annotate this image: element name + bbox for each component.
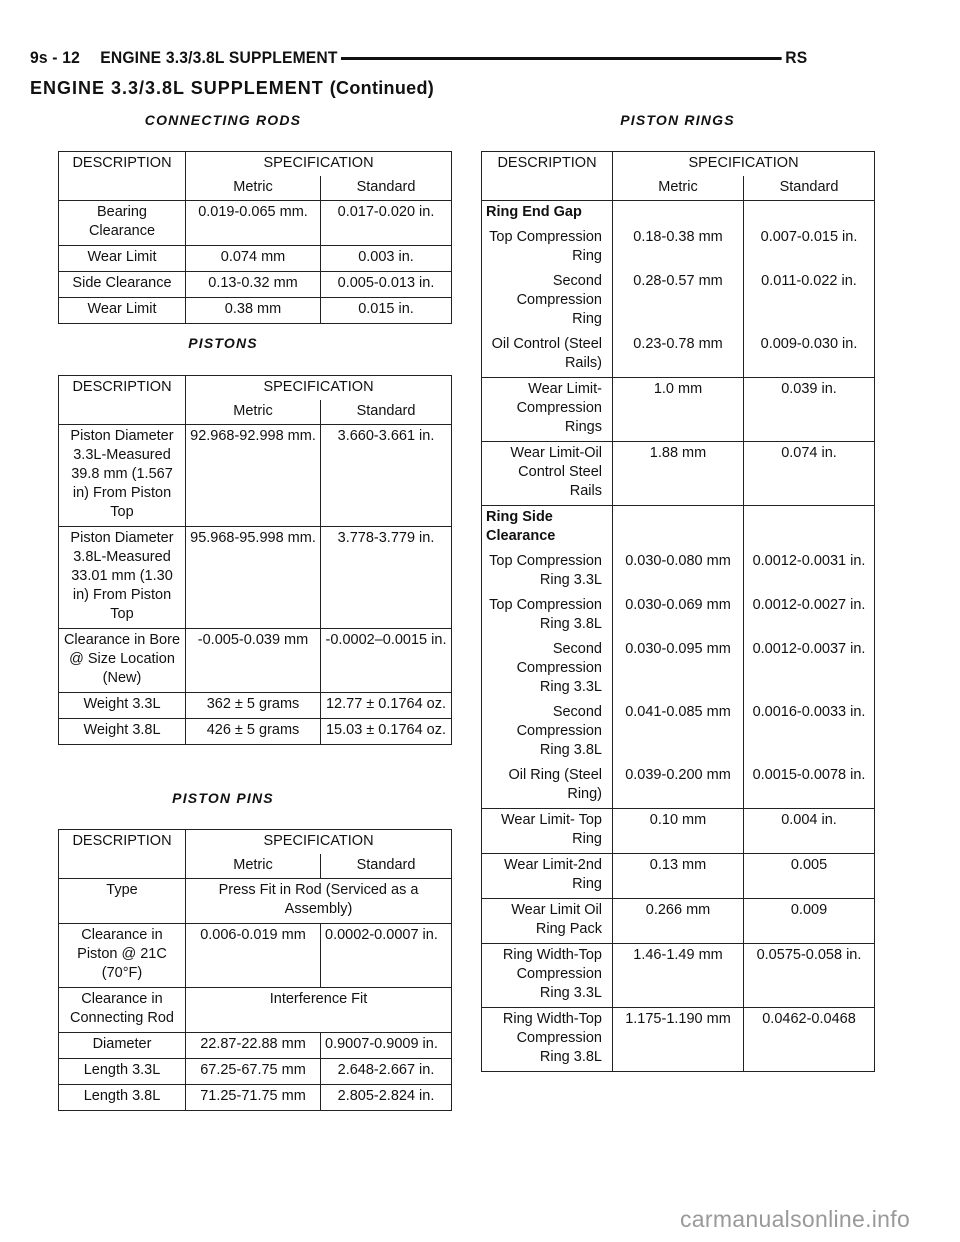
description-blank	[59, 400, 186, 425]
description-cell: Ring Width-Top Compression Ring 3.8L	[482, 1008, 613, 1072]
metric-cell: 22.87-22.88 mm	[186, 1033, 321, 1059]
standard-header: Standard	[744, 176, 875, 201]
description-cell: Piston Diameter 3.8L-Measured 33.01 mm (1.30 in) From Piston Top	[59, 527, 186, 629]
specification-header: SPECIFICATION	[613, 152, 875, 177]
standard-cell: 0.009-0.030 in.	[744, 333, 875, 378]
description-cell: Wear Limit	[59, 246, 186, 272]
metric-cell: -0.005-0.039 mm	[186, 629, 321, 693]
standard-cell: 0.0016-0.0033 in.	[744, 701, 875, 764]
metric-cell: 67.25-67.75 mm	[186, 1059, 321, 1085]
table-row	[482, 506, 875, 551]
table-row	[59, 1059, 452, 1085]
standard-cell	[744, 201, 875, 227]
standard-cell: 12.77 ± 0.1764 oz.	[321, 693, 452, 719]
description-cell: Piston Diameter 3.3L-Measured 39.8 mm (1.567 in) From Piston Top	[59, 425, 186, 527]
table-row	[482, 333, 875, 378]
specification-header: SPECIFICATION	[186, 376, 452, 401]
table-row	[59, 924, 452, 988]
standard-cell: 0.0462-0.0468	[744, 1008, 875, 1072]
spec-table	[481, 151, 875, 1072]
standard-header: Standard	[321, 176, 452, 201]
metric-header: Metric	[186, 854, 321, 879]
standard-cell: 0.074 in.	[744, 442, 875, 506]
metric-cell: 0.23-0.78 mm	[613, 333, 744, 378]
table-row	[482, 550, 875, 594]
description-header: DESCRIPTION	[59, 830, 186, 855]
metric-cell: 0.13-0.32 mm	[186, 272, 321, 298]
standard-cell: 2.648-2.667 in.	[321, 1059, 452, 1085]
description-blank	[59, 176, 186, 201]
header-rule	[341, 57, 781, 60]
subheader-row	[59, 400, 452, 425]
table-row	[482, 594, 875, 638]
description-cell: Bearing Clearance	[59, 201, 186, 246]
subtitle-main: ENGINE 3.3/3.8L SUPPLEMENT	[30, 78, 324, 98]
description-cell: Wear Limit	[59, 298, 186, 324]
description-cell: Top Compression Ring 3.3L	[482, 550, 613, 594]
description-header: DESCRIPTION	[59, 376, 186, 401]
table-row	[59, 693, 452, 719]
description-cell: Length 3.8L	[59, 1085, 186, 1111]
specification-header: SPECIFICATION	[186, 830, 452, 855]
table-row	[482, 226, 875, 270]
standard-cell: 0.003 in.	[321, 246, 452, 272]
metric-header: Metric	[613, 176, 744, 201]
standard-cell: 0.009	[744, 899, 875, 944]
metric-cell	[613, 506, 744, 551]
description-cell: Clearance in Piston @ 21C (70°F)	[59, 924, 186, 988]
header-row	[59, 376, 452, 401]
metric-cell: 0.030-0.069 mm	[613, 594, 744, 638]
metric-header: Metric	[186, 400, 321, 425]
table-row	[482, 764, 875, 809]
table-row	[59, 719, 452, 745]
metric-cell: 0.019-0.065 mm.	[186, 201, 321, 246]
standard-cell: 0.9007-0.9009 in.	[321, 1033, 452, 1059]
description-cell: Oil Ring (Steel Ring)	[482, 764, 613, 809]
standard-header: Standard	[321, 854, 452, 879]
description-cell: Second Compression Ring	[482, 270, 613, 333]
metric-cell: 71.25-71.75 mm	[186, 1085, 321, 1111]
table-row	[482, 378, 875, 442]
standard-cell: 0.0012-0.0031 in.	[744, 550, 875, 594]
table-title: PISTON RINGS	[620, 112, 735, 128]
metric-cell: 0.18-0.38 mm	[613, 226, 744, 270]
description-header: DESCRIPTION	[59, 152, 186, 177]
description-cell: Side Clearance	[59, 272, 186, 298]
table-title: CONNECTING RODS	[144, 112, 302, 128]
description-blank	[59, 854, 186, 879]
metric-cell: 0.266 mm	[613, 899, 744, 944]
metric-cell: 0.006-0.019 mm	[186, 924, 321, 988]
spec-table	[58, 829, 452, 1111]
standard-cell: 0.011-0.022 in.	[744, 270, 875, 333]
metric-cell: 0.074 mm	[186, 246, 321, 272]
table-row	[482, 899, 875, 944]
description-header: DESCRIPTION	[482, 152, 613, 177]
metric-cell: 1.46-1.49 mm	[613, 944, 744, 1008]
description-cell: Length 3.3L	[59, 1059, 186, 1085]
description-cell: Second Compression Ring 3.8L	[482, 701, 613, 764]
description-cell: Diameter	[59, 1033, 186, 1059]
table-title: PISTON PINS	[172, 790, 274, 806]
description-cell: Ring Width-Top Compression Ring 3.3L	[482, 944, 613, 1008]
metric-cell: 0.10 mm	[613, 809, 744, 854]
standard-cell: 2.805-2.824 in.	[321, 1085, 452, 1111]
standard-cell: 0.004 in.	[744, 809, 875, 854]
metric-cell: 0.13 mm	[613, 854, 744, 899]
description-cell: Clearance in Bore @ Size Location (New)	[59, 629, 186, 693]
standard-cell: 3.778-3.779 in.	[321, 527, 452, 629]
description-cell: Weight 3.3L	[59, 693, 186, 719]
metric-cell: 1.0 mm	[613, 378, 744, 442]
description-cell: Top Compression Ring	[482, 226, 613, 270]
standard-cell: 3.660-3.661 in.	[321, 425, 452, 527]
table-row	[59, 246, 452, 272]
table-row	[59, 298, 452, 324]
standard-cell: 0.0012-0.0037 in.	[744, 638, 875, 701]
description-cell: Wear Limit-2nd Ring	[482, 854, 613, 899]
subheader-row	[59, 176, 452, 201]
description-cell: Top Compression Ring 3.8L	[482, 594, 613, 638]
table-row	[482, 1008, 875, 1072]
description-cell: Wear Limit Oil Ring Pack	[482, 899, 613, 944]
subheader-row	[59, 854, 452, 879]
standard-cell: 0.0575-0.058 in.	[744, 944, 875, 1008]
metric-header: Metric	[186, 176, 321, 201]
table-row	[482, 701, 875, 764]
table-row	[59, 201, 452, 246]
standard-cell: 0.005-0.013 in.	[321, 272, 452, 298]
metric-cell: 362 ± 5 grams	[186, 693, 321, 719]
section-title: ENGINE 3.3/3.8L SUPPLEMENT	[100, 48, 338, 67]
metric-cell: 0.030-0.080 mm	[613, 550, 744, 594]
page-number: 9s - 12	[30, 48, 80, 67]
standard-cell: 0.005	[744, 854, 875, 899]
standard-header: Standard	[321, 400, 452, 425]
metric-cell: 1.175-1.190 mm	[613, 1008, 744, 1072]
metric-cell: 1.88 mm	[613, 442, 744, 506]
header-row	[59, 830, 452, 855]
metric-cell: 426 ± 5 grams	[186, 719, 321, 745]
table-row	[59, 1085, 452, 1111]
table-row	[59, 272, 452, 298]
specification-cell: Interference Fit	[186, 988, 452, 1033]
watermark: carmanualsonline.info	[680, 1206, 911, 1232]
table-row	[482, 638, 875, 701]
group-label: Ring Side Clearance	[482, 506, 613, 551]
table-row	[59, 1033, 452, 1059]
table-row	[482, 944, 875, 1008]
table-row	[482, 442, 875, 506]
standard-cell: 0.015 in.	[321, 298, 452, 324]
table-row	[59, 527, 452, 629]
metric-cell: 0.039-0.200 mm	[613, 764, 744, 809]
model-code: RS	[785, 48, 808, 67]
metric-cell	[613, 201, 744, 227]
table-row	[59, 988, 452, 1033]
subheader-row	[482, 176, 875, 201]
standard-cell: 15.03 ± 0.1764 oz.	[321, 719, 452, 745]
standard-cell: 0.0015-0.0078 in.	[744, 764, 875, 809]
header-row	[59, 152, 452, 177]
table-row	[59, 629, 452, 693]
spec-table	[58, 151, 452, 324]
spec-table	[58, 375, 452, 745]
description-cell: Second Compression Ring 3.3L	[482, 638, 613, 701]
description-cell: Wear Limit- Top Ring	[482, 809, 613, 854]
group-label: Ring End Gap	[482, 201, 613, 227]
standard-cell: 0.017-0.020 in.	[321, 201, 452, 246]
description-cell: Type	[59, 879, 186, 924]
subtitle-continued: (Continued)	[329, 78, 435, 98]
specification-cell: Press Fit in Rod (Serviced as a Assembly)	[186, 879, 452, 924]
standard-cell: -0.0002–0.0015 in.	[321, 629, 452, 693]
header-row	[482, 152, 875, 177]
table-row	[59, 879, 452, 924]
metric-cell: 0.041-0.085 mm	[613, 701, 744, 764]
page-subtitle	[30, 78, 434, 99]
standard-cell	[744, 506, 875, 551]
table-row	[482, 201, 875, 227]
table-row	[482, 809, 875, 854]
standard-cell: 0.007-0.015 in.	[744, 226, 875, 270]
standard-cell: 0.0012-0.0027 in.	[744, 594, 875, 638]
metric-cell: 92.968-92.998 mm.	[186, 425, 321, 527]
description-cell: Clearance in Connecting Rod	[59, 988, 186, 1033]
description-cell: Wear Limit-Oil Control Steel Rails	[482, 442, 613, 506]
metric-cell: 0.030-0.095 mm	[613, 638, 744, 701]
description-cell: Oil Control (Steel Rails)	[482, 333, 613, 378]
description-cell: Weight 3.8L	[59, 719, 186, 745]
metric-cell: 95.968-95.998 mm.	[186, 527, 321, 629]
page-header	[30, 46, 807, 70]
table-title: PISTONS	[188, 335, 258, 351]
metric-cell: 0.28-0.57 mm	[613, 270, 744, 333]
standard-cell: 0.0002-0.0007 in.	[321, 924, 452, 988]
description-cell: Wear Limit- Compression Rings	[482, 378, 613, 442]
standard-cell: 0.039 in.	[744, 378, 875, 442]
table-row	[482, 854, 875, 899]
specification-header: SPECIFICATION	[186, 152, 452, 177]
table-row	[482, 270, 875, 333]
metric-cell: 0.38 mm	[186, 298, 321, 324]
table-row	[59, 425, 452, 527]
description-blank	[482, 176, 613, 201]
